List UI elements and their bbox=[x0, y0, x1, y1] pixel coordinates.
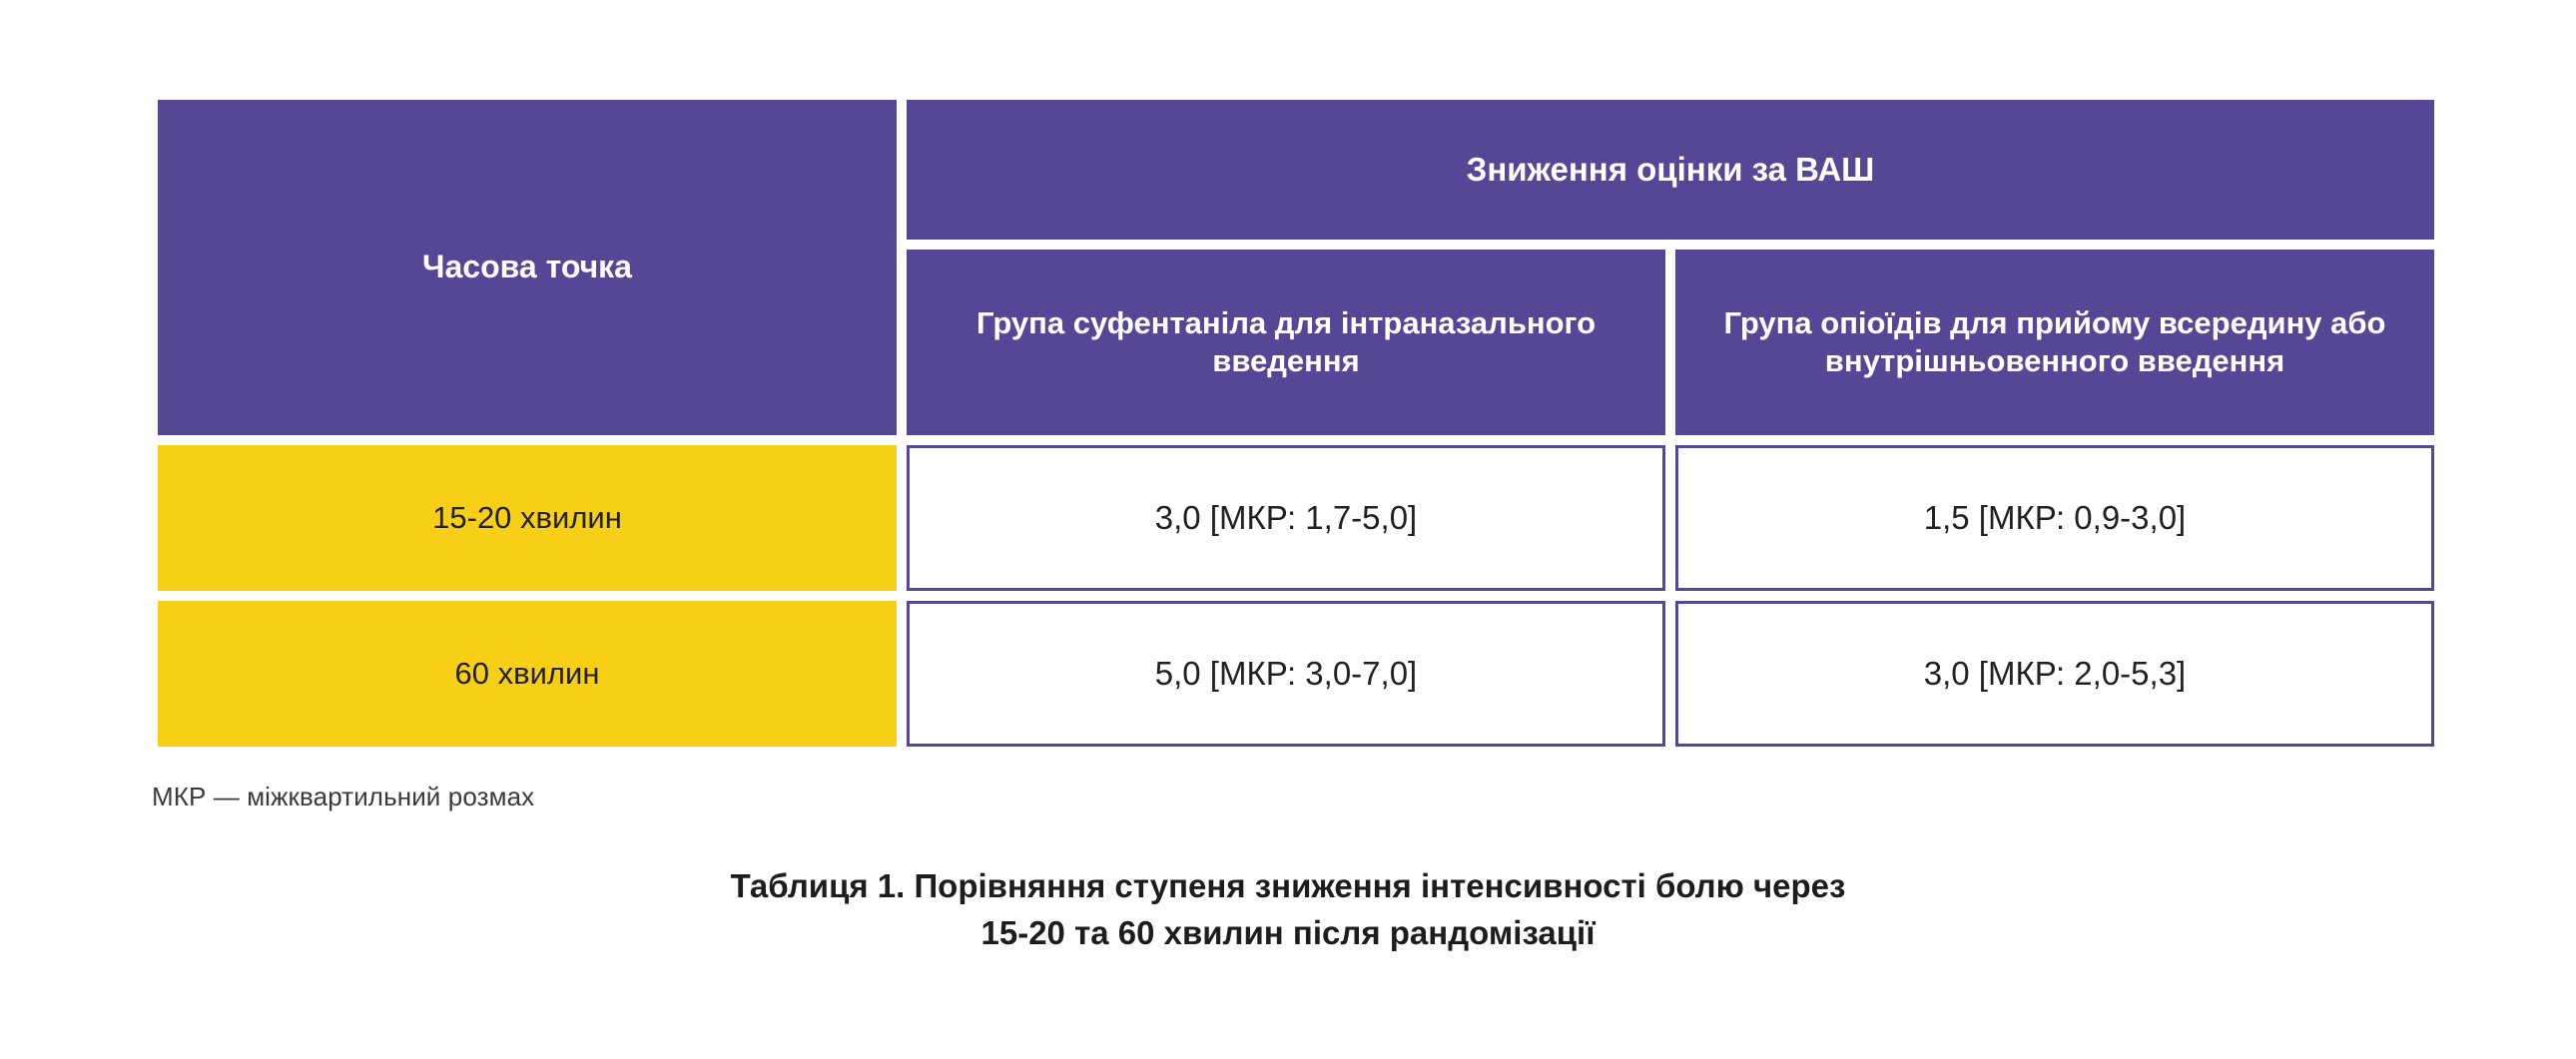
value-sufentanil-60-min: 5,0 [МКР: 3,0-7,0] bbox=[907, 601, 1665, 747]
table-body bbox=[158, 445, 2434, 747]
value-opioids-15-20-min: 1,5 [МКР: 0,9-3,0] bbox=[1675, 445, 2434, 591]
table-head bbox=[158, 100, 2434, 435]
header-group-opioids: Група опіоїдів для прийому всередину або внутрішньовенного введення bbox=[1675, 250, 2434, 435]
header-group-sufentanil: Група суфентаніла для інтраназального введення bbox=[907, 250, 1665, 435]
table-head-row-1 bbox=[158, 100, 2434, 240]
row-label-15-20-min: 15-20 хвилин bbox=[158, 445, 897, 591]
value-opioids-60-min: 3,0 [МКР: 2,0-5,3] bbox=[1675, 601, 2434, 747]
value-sufentanil-15-20-min: 3,0 [МКР: 1,7-5,0] bbox=[907, 445, 1665, 591]
table-row bbox=[158, 445, 2434, 591]
comparison-table bbox=[148, 90, 2444, 757]
header-vas-reduction: Зниження оцінки за ВАШ bbox=[907, 100, 2434, 240]
header-timepoint: Часова точка bbox=[158, 100, 897, 435]
table-container bbox=[148, 90, 2424, 757]
caption-line-2: 15-20 та 60 хвилин після рандомізації bbox=[980, 913, 1596, 951]
row-label-60-min: 60 хвилин bbox=[158, 601, 897, 747]
caption-line-1: Таблиця 1. Порівняння ступеня зниження інтенсивності болю через bbox=[730, 867, 1846, 904]
table-caption bbox=[0, 863, 2576, 957]
table-footnote: МКР — міжквартильний розмах bbox=[152, 782, 535, 811]
table-row bbox=[158, 601, 2434, 747]
